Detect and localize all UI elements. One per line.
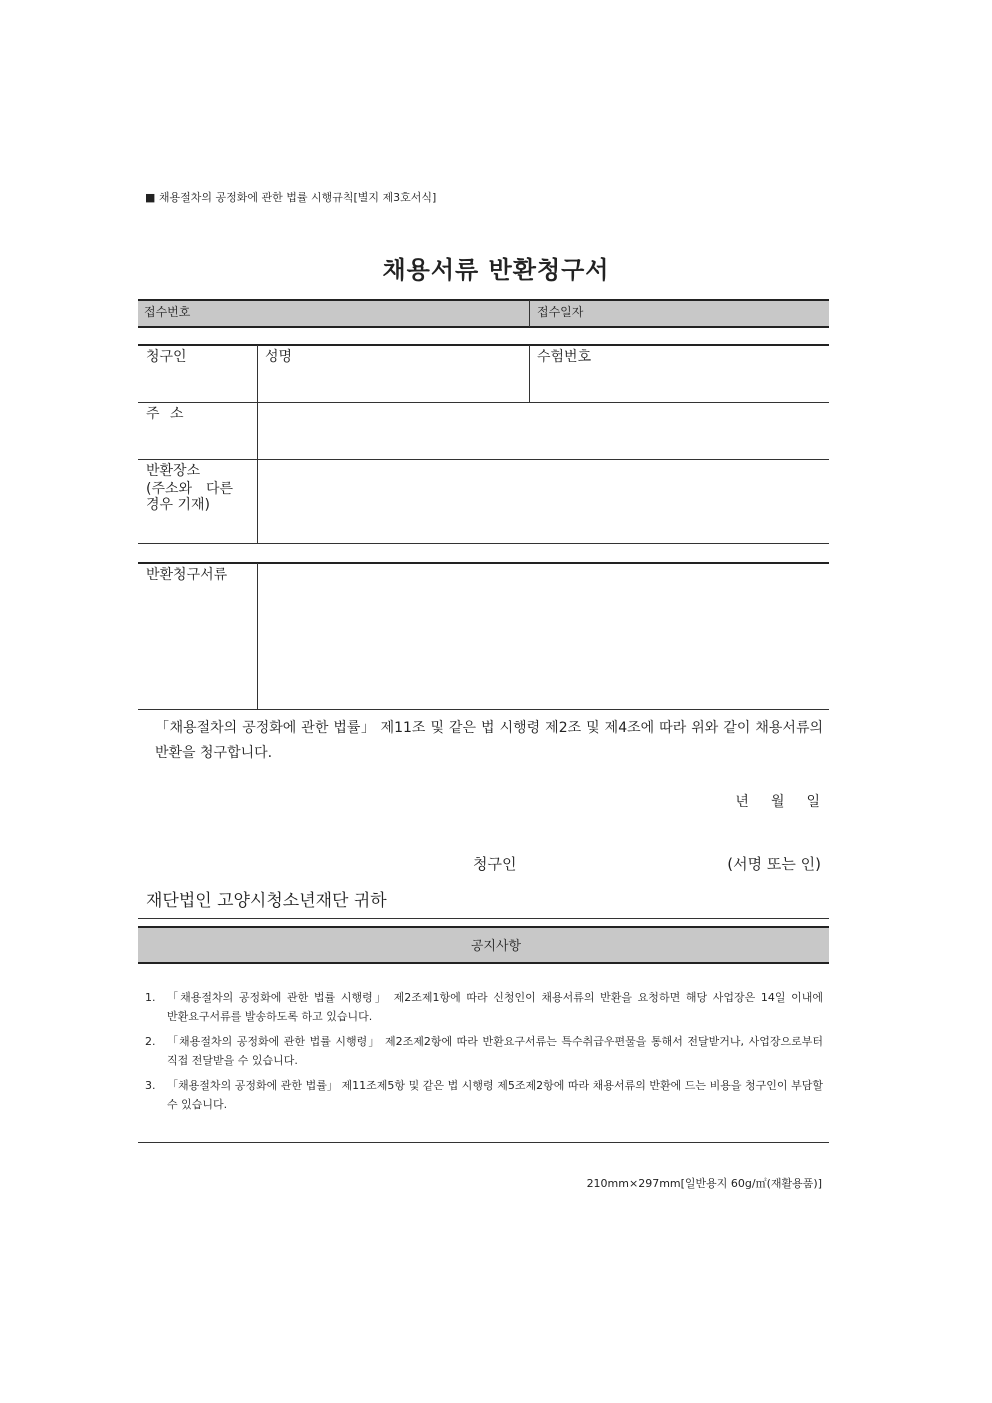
list-item — [145, 988, 823, 1026]
divider — [138, 299, 829, 301]
list-item — [145, 1032, 823, 1070]
date-year-label: 년 — [735, 794, 749, 810]
address-field[interactable] — [258, 404, 828, 458]
name-field[interactable] — [258, 366, 528, 401]
divider — [529, 300, 530, 327]
date-line — [735, 791, 820, 811]
paper-spec: 210mm×297mm[일반용지 60g/㎡(재활용품)] — [586, 1177, 822, 1190]
return-place-note: (주소와 — [146, 481, 193, 497]
divider — [138, 543, 829, 544]
exam-number-label: 수험번호 — [537, 349, 592, 365]
exam-number-field[interactable] — [530, 366, 828, 401]
notice-text: 「채용절차의 공정화에 관한 법률 시행령」 제2조제2항에 따라 반환요구서류는 특수취급우편물을 통해서 전달받거나, 사업장으로부터 직접 전달받을 수 있습니다. — [167, 1035, 823, 1067]
documents-field[interactable] — [258, 564, 828, 708]
notice-number: 3. — [145, 1079, 156, 1092]
documents-label: 반환청구서류 — [146, 567, 228, 583]
form-reference: ■ 채용절차의 공정화에 관한 법률 시행규칙[별지 제3호서식] — [145, 191, 437, 204]
divider — [138, 918, 829, 919]
return-place-field[interactable] — [258, 461, 828, 542]
notice-text: 「채용절차의 공정화에 관한 법률 시행령」 제2조제1항에 따라 신청인이 채용서류의 반환을 요청하면 해당 사업장은 14일 이내에 반환요구서류를 발송하도록 하고 있습니다. — [167, 991, 823, 1023]
notice-text: 「채용절차의 공정화에 관한 법률」 제11조제5항 및 같은 법 시행령 제5조제2항에 따라 채용서류의 반환에 드는 비용을 청구인이 부담할 수 있습니다. — [167, 1079, 823, 1111]
divider — [138, 344, 829, 346]
return-place-label: 반환장소 — [146, 463, 201, 479]
return-place-note: 다른 — [206, 481, 234, 497]
signature-note: (서명 또는 인) — [727, 855, 821, 873]
notice-title: 공지사항 — [470, 939, 522, 954]
date-day-label: 일 — [806, 794, 820, 810]
notice-number: 1. — [145, 991, 156, 1004]
divider — [138, 926, 829, 928]
name-label: 성명 — [265, 349, 293, 365]
divider — [138, 709, 829, 710]
notice-list — [145, 988, 823, 1120]
receipt-date-label: 접수일자 — [537, 305, 584, 319]
signature-claimant-label: 청구인 — [473, 855, 517, 873]
divider — [138, 459, 829, 460]
notice-number: 2. — [145, 1035, 156, 1048]
divider — [138, 326, 829, 328]
divider — [138, 962, 829, 964]
form-title: 채용서류 반환청구서 — [382, 256, 610, 284]
divider — [138, 402, 829, 403]
receipt-number-label: 접수번호 — [144, 305, 191, 319]
address-label: 주 소 — [146, 406, 184, 422]
return-place-note: 경우 기재) — [146, 497, 211, 513]
claimant-label: 청구인 — [146, 349, 187, 365]
divider — [138, 1142, 829, 1143]
addressee: 재단법인 고양시청소년재단 귀하 — [146, 891, 387, 911]
list-item — [145, 1076, 823, 1114]
receipt-band — [138, 300, 829, 327]
date-month-label: 월 — [770, 794, 785, 810]
request-statement: 「채용절차의 공정화에 관한 법률」 제11조 및 같은 법 시행령 제2조 및 제4조에 따라 위와 같이 채용서류의 반환을 청구합니다. — [155, 720, 823, 761]
